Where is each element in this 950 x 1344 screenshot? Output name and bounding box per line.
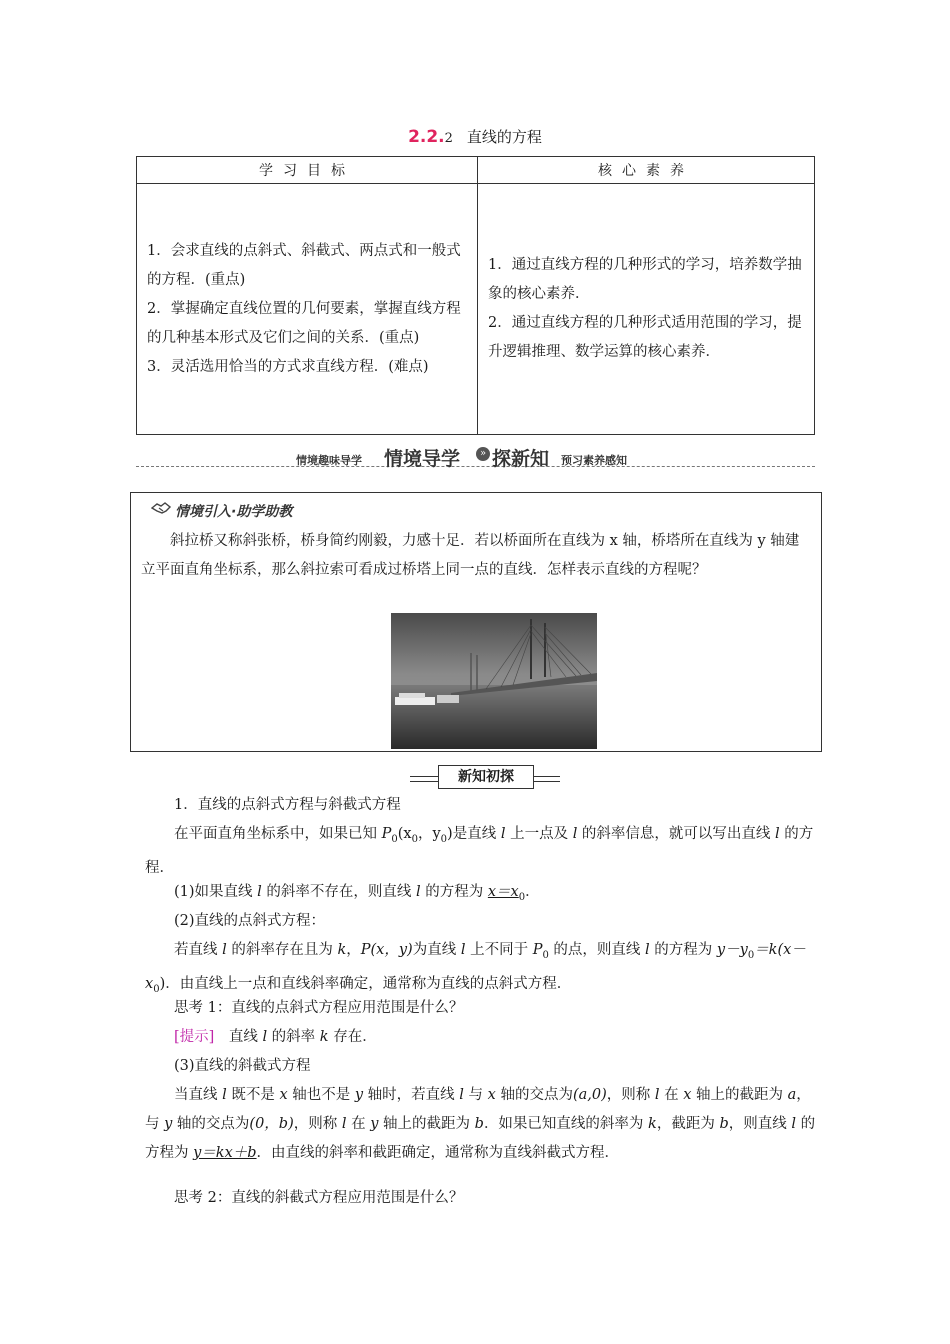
banner-right-small: 预习素养感知 [561,454,627,467]
section-rule-left [410,776,438,782]
objectives-header-left: 学习目标 [137,157,478,184]
section-label-box [410,765,560,789]
goal-item: 2．掌握确定直线位置的几何要素，掌握直线方程的几种基本形式及它们之间的关系．(重点) [147,300,461,346]
literacy-item: 2．通过直线方程的几种形式适用范围的学习，提升逻辑推理、数学运算的核心素养． [488,315,802,360]
subsection-number: 2 [444,131,453,146]
goal-item: 3．灵活选用恰当的方式求直线方程．(难点) [147,358,429,375]
objectives-table [136,156,815,435]
handshake-icon [151,499,171,515]
title-text: 直线的方程 [466,128,542,146]
content-paragraph-2: 若直线 l 的斜率存在且为 k，P(x，y)为直线 l 上不同于 $P_0$ 的点，则直线 l 的方程为 $y-y_0=k(x-x_0)$．由直线上一点和直线斜率确定，通常称为直线的点斜式方程． [145,942,806,995]
hint-label: [提示] [174,1029,215,1045]
think-question-1: 思考 1：直线的点斜式方程应用范围是什么？ [174,1000,464,1016]
chevron-right-icon: » [476,447,490,461]
section-number: 2.2. [408,127,445,147]
objectives-header-right: 核心素养 [478,157,815,184]
answer-x-eq-x0: $x=x_0$ [487,884,526,903]
content-paragraph-1: 在平面直角坐标系中，如果已知 $P_0(x_0$，$y_0$)是直线 l 上一点及 l 的斜率信息，就可以写出直线 l 的方程． [145,826,814,876]
think-question-2: 思考 2：直线的斜截式方程应用范围是什么？ [174,1190,464,1206]
banner-main-right: 探新知 [492,448,550,470]
section-rule-right [534,776,560,782]
hint-1: [提示] 直线 l 的斜率 k 存在． [174,1029,377,1045]
content-item-3: (3)直线的斜截式方程 [174,1058,311,1074]
content-heading-1: 1．直线的点斜式方程与斜截式方程 [174,797,401,813]
banner-dashed-line [136,466,815,467]
core-literacy-cell [478,184,815,435]
section-label: 新知初探 [438,765,534,789]
literacy-item: 1．通过直线方程的几种形式的学习，培养数学抽象的核心素养． [488,257,802,302]
section-banner [136,444,815,470]
banner-main-left: 情境导学 [384,448,461,470]
banner-left-small: 情境趣味导学 [296,454,362,467]
content-item-2: (2)直线的点斜式方程： [174,913,326,929]
learning-goals-cell [137,184,478,435]
goal-item: 1．会求直线的点斜式、斜截式、两点式和一般式的方程．(重点) [147,242,461,288]
page-title [0,126,950,147]
content-item-1: (1)如果直线 l 的斜率不存在，则直线 l 的方程为 $x=x_0$． [174,884,540,903]
intro-text: 斜拉桥又称斜张桥，桥身简约刚毅，力感十足．若以桥面所在直线为 x 轴，桥塔所在直线为 y 轴建立平面直角坐标系，那么斜拉索可看成过桥塔上同一点的直线．怎样表示直线的方程呢？ [141,533,800,578]
content-paragraph-3: 当直线 l 既不是 x 轴也不是 y 轴时，若直线 l 与 x 轴的交点为(a,0)，则称 l 在 x 轴上的截距为 a，与 y 轴的交点为(0，b)，则称 l 在 y 轴上的截距为 b．如果已知直线的斜率为 k，截距为 b，则直线 l 的方程为 y＝kx＋b．由直线的斜率和截距确定，通常称为直线斜截式方程． [145,1087,816,1161]
intro-box [130,492,822,752]
intro-heading: 情境引入·助学助教 [175,504,293,520]
cable-stayed-bridge-photo [391,613,597,749]
answer-slope-intercept: y＝kx＋b [193,1145,257,1161]
